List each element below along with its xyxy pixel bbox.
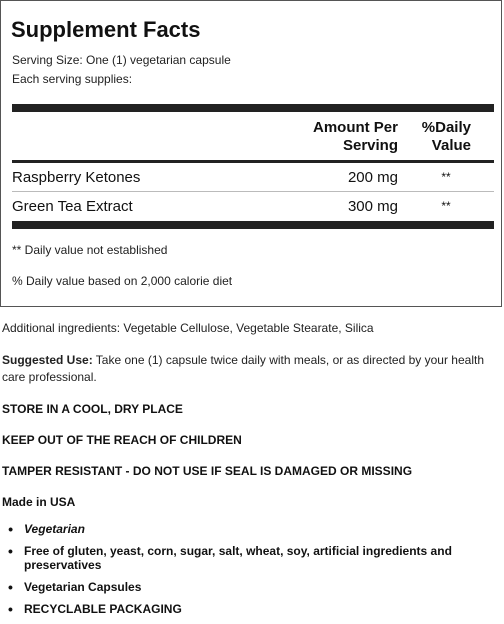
- facts-title: Supplement Facts: [11, 17, 201, 42]
- list-item: • Free of gluten, yeast, corn, sugar, salt, wheat, soy, artificial ingredients and preservatives: [8, 544, 488, 572]
- header-rule: [12, 160, 494, 163]
- serving-size: Serving Size: One (1) vegetarian capsule: [12, 53, 231, 67]
- header-daily-value: %Daily Value: [421, 119, 471, 154]
- additional-ingredients: Additional ingredients: Vegetable Cellulose, Vegetable Stearate, Silica: [2, 321, 374, 335]
- suggested-use-label: Suggested Use:: [2, 353, 93, 367]
- row-name: Green Tea Extract: [12, 198, 133, 215]
- top-rule: [12, 104, 494, 112]
- row-amount: 300 mg: [347, 198, 398, 215]
- row-dv: **: [441, 199, 451, 213]
- tamper-warning: TAMPER RESISTANT - DO NOT USE IF SEAL IS DAMAGED OR MISSING: [2, 464, 413, 478]
- feature-list: [8, 522, 488, 624]
- footnote-calorie-diet: % Daily value based on 2,000 calorie diet: [12, 274, 233, 288]
- row-divider: [12, 191, 494, 192]
- list-item: • RECYCLABLE PACKAGING: [8, 602, 488, 616]
- row-name: Raspberry Ketones: [12, 169, 141, 186]
- row-dv: **: [441, 170, 451, 184]
- children-warning: KEEP OUT OF THE REACH OF CHILDREN: [2, 433, 242, 447]
- footnote-not-established: ** Daily value not established: [12, 243, 168, 257]
- list-item: • Vegetarian: [8, 522, 488, 536]
- made-in: Made in USA: [2, 495, 76, 509]
- header-amount: Amount Per Serving: [312, 119, 398, 154]
- row-amount: 200 mg: [347, 169, 398, 186]
- list-item: • Vegetarian Capsules: [8, 580, 488, 594]
- storage-warning: STORE IN A COOL, DRY PLACE: [2, 402, 183, 416]
- each-serving: Each serving supplies:: [12, 72, 133, 86]
- suggested-use: [2, 352, 492, 386]
- supplement-facts-panel: [0, 0, 502, 307]
- bottom-rule: [12, 221, 494, 229]
- suggested-use-text: Take one (1) capsule twice daily with meals, or as directed by your health care professional.: [2, 353, 484, 384]
